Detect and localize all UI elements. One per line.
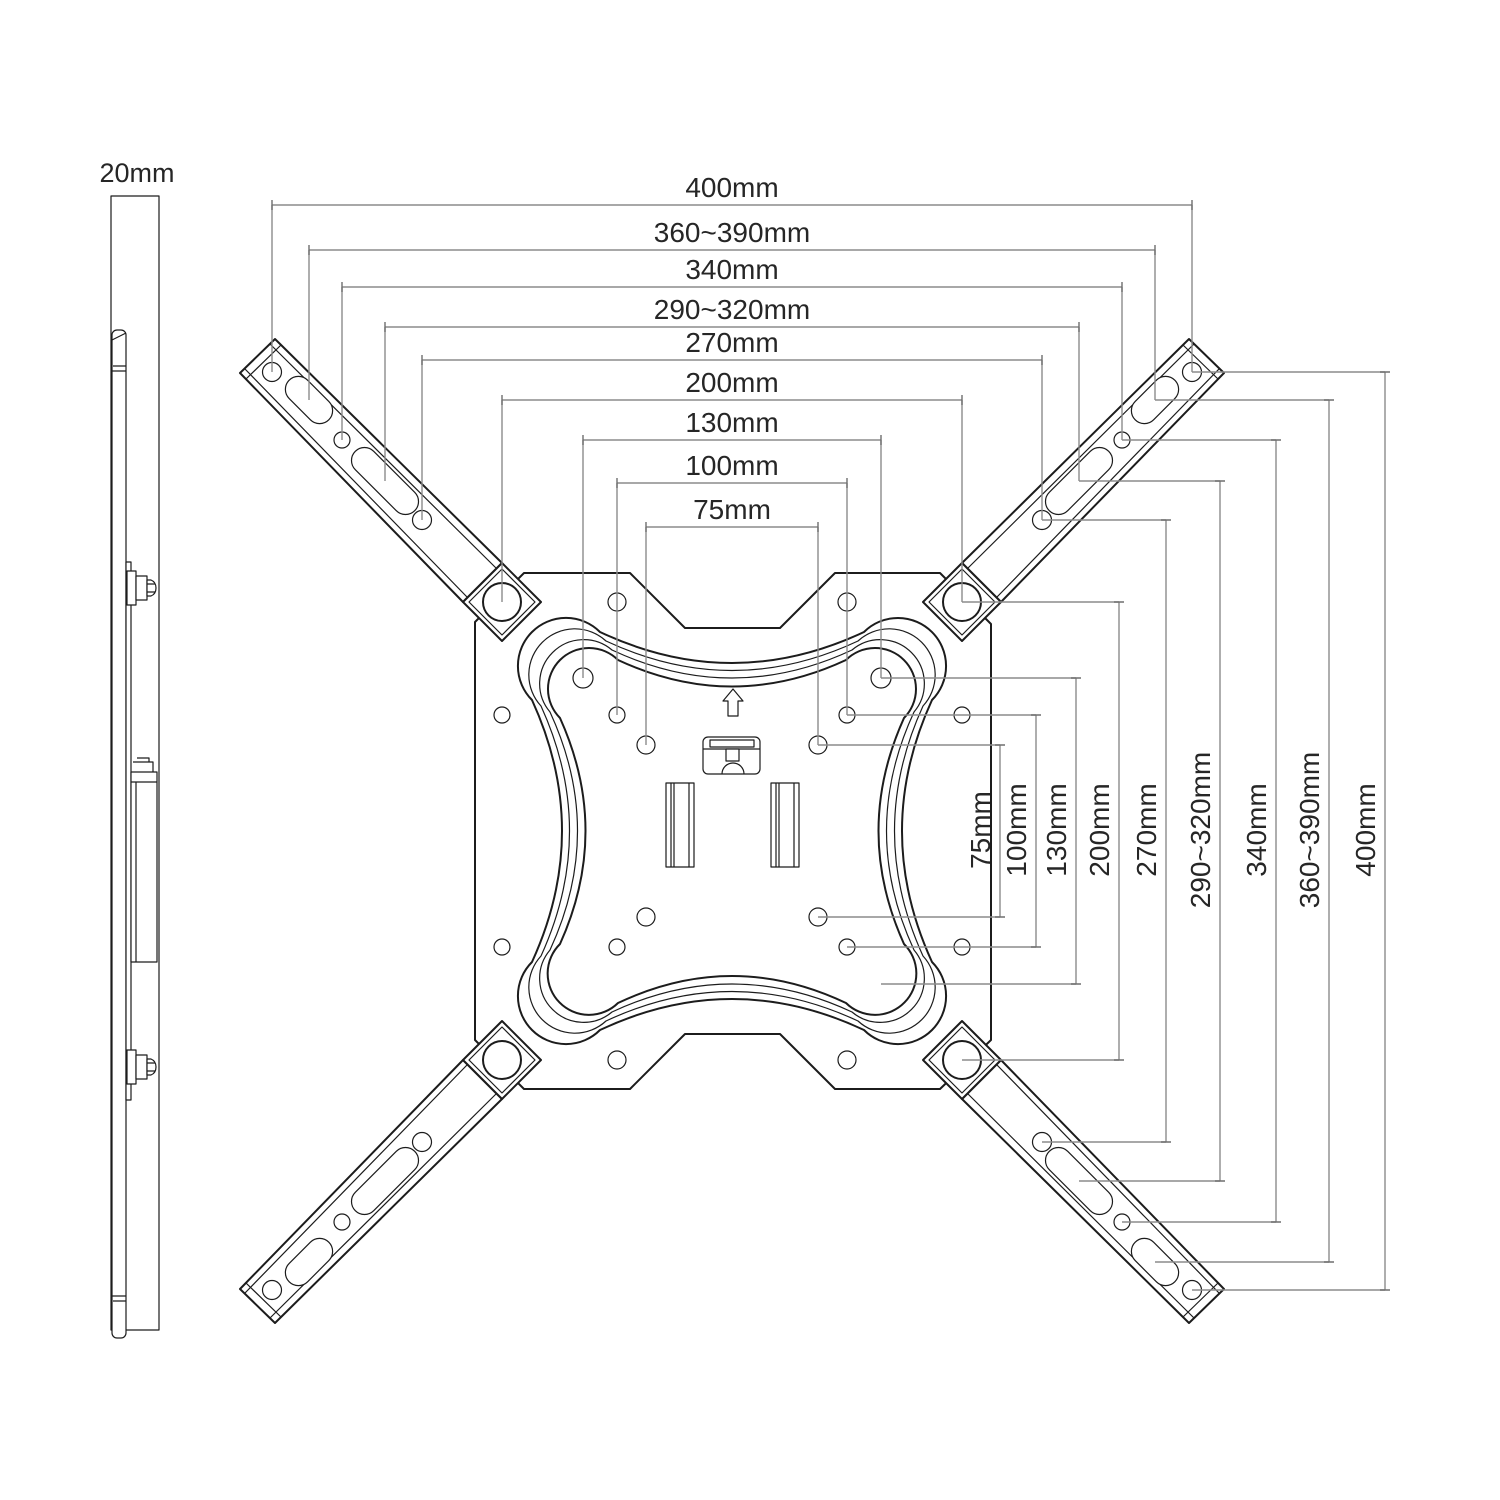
side-middle-plate <box>126 562 131 1100</box>
dimension-label: 360~390mm <box>1294 751 1325 909</box>
dimension-label: 100mm <box>685 450 779 481</box>
dimension-label: 270mm <box>1131 783 1162 877</box>
dimension-label: 270mm <box>685 327 779 358</box>
side-thickness-label: 20mm <box>99 158 175 188</box>
dimension-label: 340mm <box>685 254 779 285</box>
dimension-label: 400mm <box>685 172 779 203</box>
side-view <box>99 158 174 1338</box>
dimension-label: 360~390mm <box>653 217 811 248</box>
dimension-label: 75mm <box>693 494 771 525</box>
side-latch-housing <box>131 772 157 962</box>
dimension-label: 130mm <box>685 407 779 438</box>
latch-mechanism <box>703 737 760 774</box>
side-arm-strip <box>112 330 126 1338</box>
dimension-label: 130mm <box>1041 783 1072 877</box>
dimension-label: 75mm <box>965 791 996 869</box>
dimension-label: 340mm <box>1241 783 1272 877</box>
arm-bottom-right <box>923 1021 1224 1323</box>
dimension-label: 290~320mm <box>653 294 811 325</box>
arm-top-left <box>240 339 541 641</box>
wall-plate-outline <box>475 573 991 1089</box>
arm-bottom-left <box>240 1021 541 1323</box>
dimension-label: 100mm <box>1001 783 1032 877</box>
dimension-label: 400mm <box>1350 783 1381 877</box>
dimension-label: 290~320mm <box>1185 751 1216 909</box>
arm-top-right <box>923 339 1224 641</box>
dimension-label: 200mm <box>685 367 779 398</box>
dimension-label: 200mm <box>1084 783 1115 877</box>
